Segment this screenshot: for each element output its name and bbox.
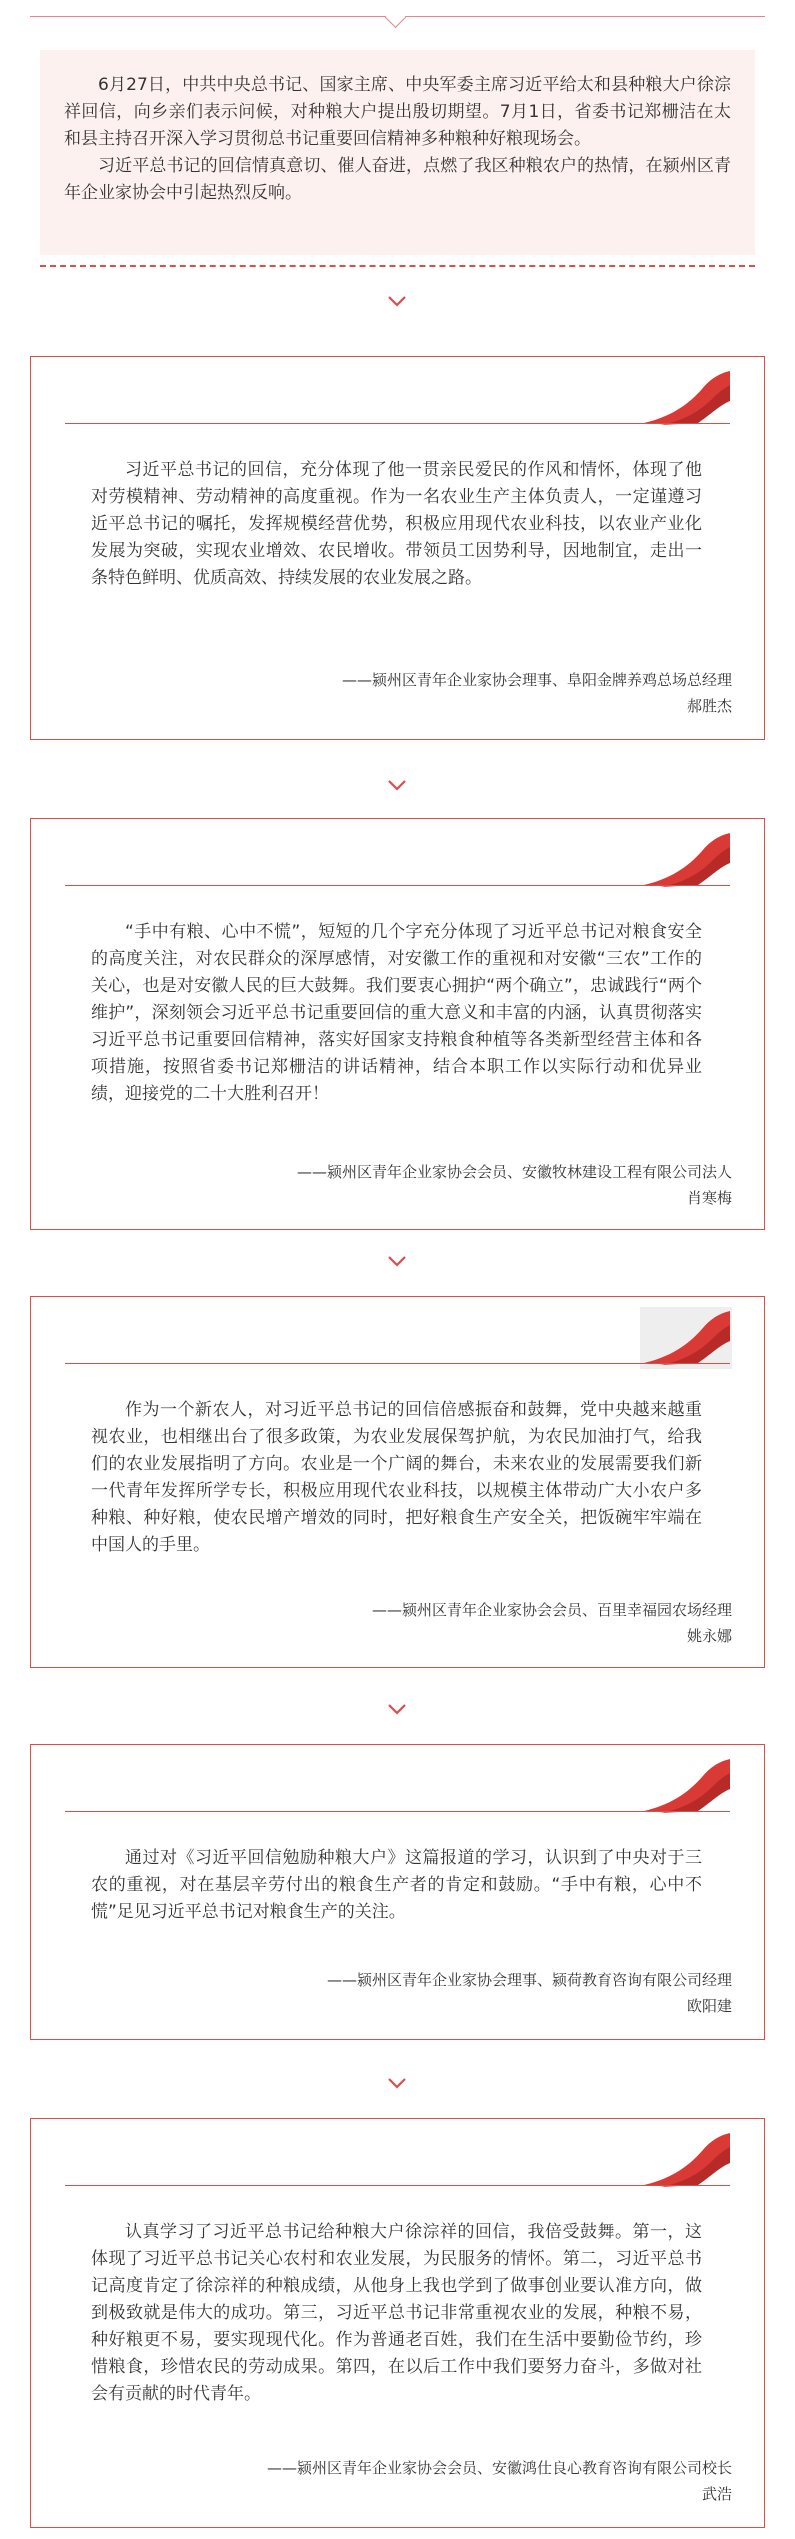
signer-name: 姚永娜 [686, 1627, 732, 1645]
quote-text: 作为一个新农人，对习近平总书记的回信倍感振奋和鼓舞，党中央越来越重视农业，也相继出台了很多政策，为农业发展保驾护航，为农民加油打气，给我们的农业发展指明了方向。农业是一个广阔的舞台，未来农业的发展需要我们新一代青年发挥所学专长，积极应用现代农业科技，以规模主体带动广大小农户多种粮、种好粮，使农民增产增效的同时，把好粮食生产安全关，把饭碗牢牢端在中国人的手里。 [91, 1400, 702, 1555]
red-ribbon-icon [640, 1755, 732, 1817]
quote-text: “手中有粮、心中不慌”，短短的几个字充分体现了习近平总书记对粮食安全的高度关注，对农民群众的深厚感情，对安徽工作的重视和对安徽“三农”工作的关心，也是对安徽人民的巨大鼓舞。我们要衷心拥护“两个确立”，忠诚践行“两个维护”，深刻领会习近平总书记重要回信的重大意义和丰富的内涵，认真贯彻落实习近平总书记重要回信精神，落实好国家支持粮食种植等各类新型经营主体和各项措施，按照省委书记郑栅洁的讲话精神，结合本职工作以实际行动和优异业绩，迎接党的二十大胜利召开！ [91, 922, 702, 1104]
quote-card-2 [30, 818, 765, 1230]
quote-signature [372, 1597, 732, 1649]
quote-card-4 [30, 1744, 765, 2040]
quote-card-1 [30, 356, 765, 740]
intro-dashed-divider [40, 265, 755, 267]
quote-signature [342, 667, 732, 719]
signer-title: ——颍州区青年企业家协会会员、百里幸福园农场经理 [371, 1601, 732, 1619]
card-divider-line [65, 1363, 730, 1364]
quote-signature [297, 1159, 732, 1211]
red-ribbon-icon [640, 2129, 732, 2191]
chevron-down-icon [387, 778, 407, 792]
chevron-down-icon [387, 2076, 407, 2090]
card-divider-line [65, 1811, 730, 1812]
signer-title: ——颍州区青年企业家协会会员、安徽鸿仕良心教育咨询有限公司校长 [266, 2459, 732, 2477]
chevron-down-icon [387, 294, 407, 308]
top-divider-notch [385, 7, 406, 28]
signer-title: ——颍州区青年企业家协会理事、阜阳金牌养鸡总场总经理 [341, 671, 732, 689]
quote-signature [327, 1967, 732, 2019]
intro-paragraph-2: 习近平总书记的回信情真意切、催人奋进，点燃了我区种粮农户的热情，在颍州区青年企业家协会中引起热烈反响。 [64, 156, 731, 203]
signer-name: 肖寒梅 [686, 1189, 732, 1207]
card-divider-line [65, 885, 730, 886]
signer-name: 武浩 [701, 2485, 732, 2503]
signer-name: 郝胜杰 [686, 697, 732, 715]
intro-paragraph-1: 6月27日，中共中央总书记、国家主席、中央军委主席习近平给太和县种粮大户徐淙祥回信，向乡亲们表示问候，对种粮大户提出殷切期望。7月1日，省委书记郑栅洁在太和县主持召开深入学习贯彻总书记重要回信精神多种粮种好粮现场会。 [64, 75, 731, 149]
quote-signature [267, 2455, 732, 2507]
signer-name: 欧阳建 [686, 1997, 732, 2015]
quote-text: 认真学习了习近平总书记给种粮大户徐淙祥的回信，我倍受鼓舞。第一，这体现了习近平总书记关心农村和农业发展，为民服务的情怀。第二，习近平总书记高度肯定了徐淙祥的种粮成绩，从他身上我也学到了做事创业要认准方向，做到极致就是伟大的成功。第三，习近平总书记非常重视农业的发展，种粮不易，种好粮更不易，要实现现代化。作为普通老百姓，我们在生活中要勤俭节约，珍惜粮食，珍惜农民的劳动成果。第四，在以后工作中我们要努力奋斗，多做对社会有贡献的时代青年。 [91, 2222, 702, 2404]
red-ribbon-icon [640, 829, 732, 891]
card-divider-line [65, 2185, 730, 2186]
quote-text: 通过对《习近平回信勉励种粮大户》这篇报道的学习，认识到了中央对于三农的重视，对在基层辛劳付出的粮食生产者的肯定和鼓励。“手中有粮，心中不慌”足见习近平总书记对粮食生产的关注。 [91, 1848, 702, 1922]
signer-title: ——颍州区青年企业家协会会员、安徽牧林建设工程有限公司法人 [296, 1163, 732, 1181]
red-ribbon-icon [640, 1307, 732, 1369]
chevron-down-icon [387, 1702, 407, 1716]
card-divider-line [65, 423, 730, 424]
chevron-down-icon [387, 1254, 407, 1268]
quote-text: 习近平总书记的回信，充分体现了他一贯亲民爱民的作风和情怀，体现了他对劳模精神、劳动精神的高度重视。作为一名农业生产主体负责人，一定谨遵习近平总书记的嘱托，发挥规模经营优势，积极应用现代农业科技，以农业产业化发展为突破，实现农业增效、农民增收。带领员工因势利导，因地制宜，走出一条特色鲜明、优质高效、持续发展的农业发展之路。 [91, 460, 702, 588]
quote-card-5 [30, 2118, 765, 2528]
intro-box [40, 50, 755, 255]
red-ribbon-icon [640, 367, 732, 429]
quote-card-3 [30, 1296, 765, 1668]
signer-title: ——颍州区青年企业家协会理事、颍荷教育咨询有限公司经理 [326, 1971, 732, 1989]
